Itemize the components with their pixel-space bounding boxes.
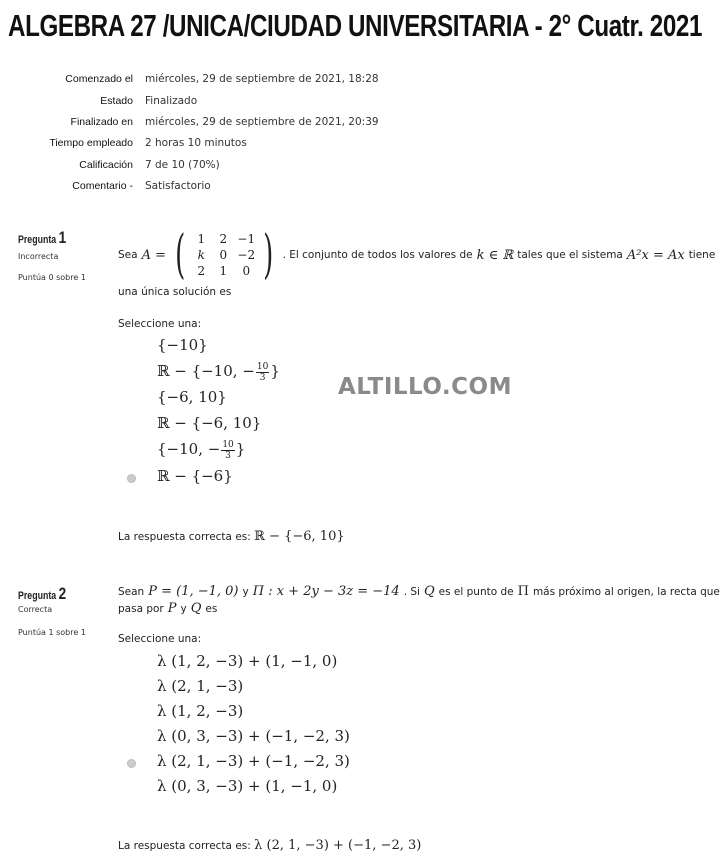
text: tiene [688, 249, 716, 261]
answer-option[interactable] [157, 361, 280, 383]
math: Π : x + 2y − 3z = −14 [252, 584, 400, 599]
select-prompt: Seleccione una: [118, 318, 202, 330]
select-prompt: Seleccione una: [118, 633, 202, 645]
summary-value: 7 de 10 (70%) [145, 159, 220, 171]
answer-math: λ (2, 1, −3) + (−1, −2, 3) [254, 838, 422, 853]
question-text [118, 225, 716, 285]
option-text: ℝ − {−6, 10} [157, 414, 262, 432]
answer-option[interactable] [157, 335, 208, 355]
matrix-cell: 2 [219, 232, 228, 246]
question-label: Pregunta [18, 590, 57, 602]
math: A = [141, 247, 166, 263]
math: P = (1, −1, 0) [148, 584, 239, 599]
text: Sea [118, 249, 138, 261]
answer-option[interactable]: λ (2, 1, −3) [157, 677, 244, 695]
summary-label: Comenzado el [65, 73, 133, 85]
paren: ( [175, 225, 186, 285]
answer-option[interactable]: λ (1, 2, −3) + (1, −1, 0) [157, 652, 338, 670]
matrix-cell: 0 [219, 248, 228, 262]
question-number [18, 228, 66, 248]
answer-option[interactable]: λ (1, 2, −3) [157, 702, 244, 720]
watermark: ALTILLO.COM [338, 374, 512, 400]
text: . Si [403, 586, 420, 598]
question-label: Pregunta [18, 234, 57, 246]
text: y [242, 586, 249, 598]
math: k ∈ ℝ [476, 247, 514, 263]
answer-option-selected[interactable] [157, 466, 233, 486]
correct-answer [118, 529, 345, 544]
summary-value: miércoles, 29 de septiembre de 2021, 20:39 [145, 116, 379, 128]
question-status: Incorrecta [18, 252, 59, 261]
question-text [118, 584, 720, 599]
text: más próximo al origen, la recta que [532, 586, 720, 598]
question-number [18, 584, 66, 604]
option-text: ℝ − {−6} [157, 467, 233, 485]
question-text-cont: una única solución es [118, 286, 232, 298]
matrix [170, 225, 279, 285]
fraction [221, 440, 234, 461]
answer-option[interactable] [157, 413, 261, 433]
answer-math: ℝ − {−6, 10} [254, 529, 345, 544]
denominator: 3 [225, 450, 231, 461]
math: Π [517, 584, 529, 599]
option-text: } [270, 362, 280, 380]
math: A²x = Ax [626, 247, 685, 263]
question-status: Correcta [18, 605, 53, 614]
matrix-cell: 1 [197, 232, 206, 246]
numerator: 10 [222, 439, 234, 450]
summary-label: Calificación [79, 159, 133, 171]
answer-label: La respuesta correcta es: [118, 840, 251, 852]
summary-value: Finalizado [145, 95, 198, 107]
matrix-cell: −2 [237, 248, 256, 262]
matrix-cell: 1 [219, 264, 228, 278]
answer-label: La respuesta correcta es: [118, 531, 251, 543]
denominator: 3 [259, 372, 266, 383]
matrix-cell: 0 [242, 264, 251, 278]
option-text: } [235, 440, 246, 458]
question-score: Puntúa 0 sobre 1 [18, 273, 86, 282]
answer-option[interactable] [157, 439, 245, 461]
matrix-cell: k [197, 248, 205, 262]
answer-option-selected[interactable]: λ (2, 1, −3) + (−1, −2, 3) [157, 752, 350, 770]
matrix-cell: 2 [197, 264, 206, 278]
numerator: 10 [256, 361, 269, 372]
answer-option[interactable]: λ (0, 3, −3) + (1, −1, 0) [157, 777, 338, 795]
text: es [205, 603, 218, 615]
text: . El conjunto de todos los valores de [282, 249, 473, 261]
fraction [256, 362, 269, 383]
text: es el punto de [438, 586, 514, 598]
summary-label: Estado [100, 95, 133, 107]
text: pasa por [118, 603, 164, 615]
text: Sean [118, 586, 145, 598]
summary-value: Satisfactorio [145, 180, 211, 192]
text: y [180, 603, 187, 615]
math: P [167, 601, 177, 616]
matrix-cell: −1 [237, 232, 256, 246]
text: tales que el sistema [517, 249, 623, 261]
correct-answer [118, 838, 421, 853]
page-title: ALGEBRA 27 /UNICA/CIUDAD UNIVERSITARIA - 2° Cuatr. 2021 [8, 8, 703, 43]
question-number-value: 1 [58, 228, 67, 247]
summary-label: Comentario - [72, 180, 133, 192]
answer-option[interactable] [157, 387, 227, 407]
radio-selected[interactable] [127, 474, 136, 483]
summary-value: miércoles, 29 de septiembre de 2021, 18:28 [145, 73, 379, 85]
summary-label: Finalizado en [70, 116, 133, 128]
paren: ) [263, 225, 274, 285]
option-text: {−10} [157, 336, 208, 354]
question-score: Puntúa 1 sobre 1 [18, 628, 86, 637]
math: Q [423, 584, 435, 599]
summary-value: 2 horas 10 minutos [145, 137, 247, 149]
math: Q [190, 601, 202, 616]
summary-label: Tiempo empleado [49, 137, 133, 149]
answer-option[interactable]: λ (0, 3, −3) + (−1, −2, 3) [157, 727, 350, 745]
question-text-cont [118, 601, 217, 616]
question-number-value: 2 [58, 584, 67, 603]
radio-selected[interactable] [127, 759, 136, 768]
option-text: {−6, 10} [157, 388, 227, 406]
option-text: ℝ − {−10, − [157, 362, 255, 380]
option-text: {−10, − [157, 440, 221, 458]
